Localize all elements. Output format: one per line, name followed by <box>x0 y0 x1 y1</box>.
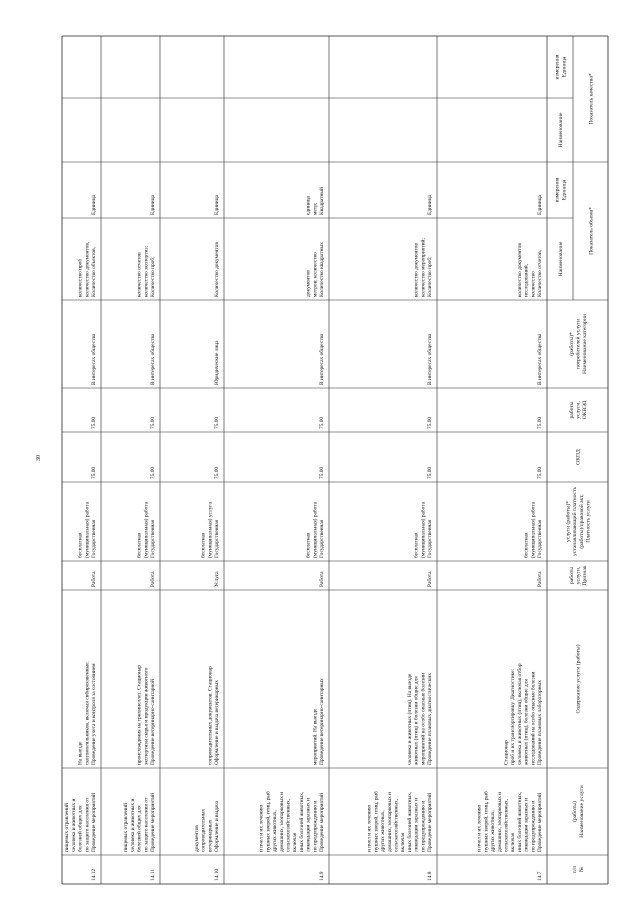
row-volume-name: количество проб <box>77 258 84 297</box>
header-okved: работы <box>568 401 575 419</box>
row-sign: Работа <box>91 571 97 587</box>
row-name: иных болезней животных, <box>298 791 305 852</box>
row-name: и пчел и их лечению <box>476 804 483 852</box>
row-name: иных болезней животных, <box>516 791 523 852</box>
row-sign: Работа <box>427 571 433 587</box>
row-name: Проведение мероприятий <box>427 792 433 852</box>
row-volume-name: количество <box>530 271 537 297</box>
header-num: п/п <box>572 865 579 874</box>
header-sign: Признак <box>582 565 589 586</box>
row-name: других животных, <box>272 810 279 852</box>
row-content: Проведение плановых лабораторных <box>537 680 543 765</box>
header-volume-group: Показатель объема* <box>588 207 595 255</box>
header-name: Наименование услуги <box>578 785 585 838</box>
header-num: № <box>578 866 585 873</box>
row-name: Оформление и выдача <box>214 800 220 852</box>
row-number: 14.12 <box>91 868 97 881</box>
row-name: пищевых отравлений <box>123 803 130 852</box>
row-content: мероприятий. На выезде <box>312 708 319 765</box>
row-okved: 75.00 <box>319 416 325 429</box>
header-okved: ОКВЭД <box>582 400 589 420</box>
row-volume-name: метров; количество <box>312 252 319 297</box>
row-category: В интересах общества <box>91 333 97 385</box>
row-volume-unit: единица <box>305 196 312 215</box>
row-name: ветеринарных <box>207 819 214 852</box>
row-okpd: 75.00 <box>214 466 220 479</box>
row-volume-unit: Единица <box>150 195 156 215</box>
row-volume-name: Количество отчетов, <box>537 249 543 297</box>
row-payment: (муниципальная) работа <box>420 501 427 558</box>
row-name: по защите населения от <box>84 797 91 852</box>
row-name: и пчел и их лечению <box>258 804 265 852</box>
row-name: включая <box>510 832 517 852</box>
row-volume-unit: Единица <box>537 195 543 215</box>
row-name: по защите населения от <box>143 797 150 852</box>
header-payment: услуги (работы)* <box>565 500 572 543</box>
row-number: 14.10 <box>214 868 220 881</box>
row-volume-name: Количество объектов, <box>91 247 97 297</box>
row-payment: бесплатная <box>136 532 143 558</box>
row-content: мероприятий на особо опасные болезни <box>420 673 427 765</box>
row-volume-unit: Единица <box>427 195 433 215</box>
row-name: домашних, зоопарковых и <box>496 791 503 852</box>
row-number: 14.9 <box>319 871 325 881</box>
row-name: сельскохозяйственных, <box>503 798 510 852</box>
row-volume-name: Количество документов <box>214 242 220 297</box>
row-content: животных (птиц) и болезни общие для <box>413 676 420 765</box>
row-payment: (муниципальная) услуга <box>207 502 214 558</box>
row-volume-name: документов <box>305 270 312 297</box>
row-payment: (муниципальная) работа <box>530 501 537 558</box>
row-name: других животных, <box>490 810 497 852</box>
row-number: 14.11 <box>150 869 156 881</box>
row-volume-name: количество экспертиз; <box>143 245 150 297</box>
row-name: пищевых отравлений <box>64 803 71 852</box>
row-name: сельскохозяйственных, <box>285 798 292 852</box>
row-okpd: 75.00 <box>427 466 433 479</box>
row-volume-name: Количество квадратных <box>319 242 325 297</box>
header-category: Наименование категории <box>582 314 589 374</box>
row-number: 14.8 <box>427 871 433 881</box>
row-volume-name: исследований, <box>523 264 530 297</box>
row-content: Проведение плановых диагностических <box>427 673 433 765</box>
row-okpd: 75.00 <box>319 466 325 479</box>
row-payment: бесплатная <box>77 532 84 558</box>
row-payment: Государственная <box>91 519 97 558</box>
header-quality-group: Показатель качества* <box>588 73 595 125</box>
row-sign: Услуга <box>214 571 220 587</box>
header-volume-name: Наименование <box>558 241 564 277</box>
row-category: В интересах общества <box>427 333 433 385</box>
header-category: потребителей услуги <box>575 318 582 370</box>
header-category: (работы)* <box>568 332 575 356</box>
row-content: Проведение ветеринарно-санитарной <box>150 679 156 765</box>
row-payment: бесплатная <box>200 532 207 558</box>
row-payment: Государственная <box>537 519 543 558</box>
row-payment: Государственная <box>214 519 220 558</box>
row-payment: Государственная <box>150 519 156 558</box>
row-name: ликвидации заразных и <box>305 798 312 852</box>
row-volume-name: Количество проб; <box>150 256 156 297</box>
row-name: и пчел и их лечению <box>366 804 373 852</box>
row-name: болезней общих для <box>136 805 143 852</box>
row-name: включая <box>292 832 299 852</box>
row-name: Проведение мероприятий <box>150 792 156 852</box>
row-name: пушных зверей, птиц, рыб <box>265 791 272 852</box>
row-name: ликвидации заразных и <box>523 798 530 852</box>
row-category: В интересах общества <box>319 333 325 385</box>
row-name: человека и животных и <box>129 798 136 852</box>
row-category: В интересах общества <box>150 333 156 385</box>
row-content: Оформление и выдача ветеринарных <box>214 680 220 765</box>
row-payment: Государственная <box>427 519 433 558</box>
row-volume-unit: метр; <box>312 202 319 215</box>
row-okved: 75.00 <box>214 416 220 429</box>
header-okved: услуги, <box>575 401 582 419</box>
header-sign: услуги, <box>575 566 582 585</box>
row-name: домашних, зоопарковых и <box>386 791 393 852</box>
header-content: Содержание услуги (работы) <box>575 644 582 714</box>
row-name: иных болезней животных, <box>406 791 413 852</box>
header-okpd: ОКПД <box>575 449 582 465</box>
header-payment: (работы)/правовой акт, <box>578 494 585 549</box>
row-content: скотомогильников, включая сибиреязвенные. <box>84 661 91 765</box>
row-okved: 75.00 <box>150 416 156 429</box>
row-payment: (муниципальная) работа <box>143 501 150 558</box>
row-okpd: 75.00 <box>91 466 97 479</box>
row-sign: Работа <box>319 571 325 587</box>
row-name: домашних, зоопарковых и <box>278 791 285 852</box>
row-name: человека и животных и <box>70 798 77 852</box>
header-quality-unit: Единица <box>561 56 568 78</box>
row-volume-unit: Единица <box>214 195 220 215</box>
header-volume-unit: Единица <box>561 179 568 201</box>
row-okpd: 75.00 <box>537 466 543 479</box>
header-quality-unit: измерения <box>554 54 561 80</box>
row-volume-name: количество мероприятий; <box>420 238 427 297</box>
page-number: 30 <box>36 455 42 461</box>
row-content: Стационар <box>503 740 510 765</box>
services-table <box>36 36 608 884</box>
row-payment: (муниципальная) работа <box>312 501 319 558</box>
row-content: Проведение ветеринарно-санитарных <box>319 678 325 765</box>
row-payment: Государственная <box>319 519 325 558</box>
row-content: исследований на особо опасные болезни <box>530 671 537 765</box>
row-name: ликвидации заразных и <box>413 798 420 852</box>
row-name: Проведение мероприятий <box>319 792 325 852</box>
row-okved: 75.00 <box>537 416 543 429</box>
row-name: сопроводительных <box>200 808 207 852</box>
row-name: сельскохозяйственных, <box>393 798 400 852</box>
row-name: по предупреждению и <box>420 800 427 852</box>
row-okpd: 75.00 <box>150 466 156 479</box>
row-category: В интересах общества <box>537 333 543 385</box>
row-name: по предупреждению и <box>530 800 537 852</box>
row-sign: Работа <box>150 571 156 587</box>
row-volume-name: количество отчетов <box>136 252 143 297</box>
header-name: (работы) <box>572 801 579 822</box>
row-sign: Работа <box>537 571 543 587</box>
header-quality-name: Наименование <box>558 112 564 148</box>
row-payment: (муниципальная) работа <box>84 501 91 558</box>
row-number: 14.7 <box>537 871 543 881</box>
row-content: экспертизы сырья и продукции животного <box>143 667 150 765</box>
header-volume-unit: измерения <box>554 177 561 203</box>
row-name: Проведение мероприятий <box>537 792 543 852</box>
row-volume-name: количество документов <box>516 243 523 297</box>
row-volume-unit: Квадратный <box>319 187 325 215</box>
row-category: Юридические лица <box>214 340 220 385</box>
row-volume-name: количество документов <box>413 243 420 297</box>
row-okved: 75.00 <box>91 416 97 429</box>
row-name: пушных зверей, птиц, рыб <box>373 791 380 852</box>
row-name: пушных зверей, птиц, рыб <box>483 791 490 852</box>
row-content: сопроводительных документов. Стационар <box>207 666 214 765</box>
row-okved: 75.00 <box>427 416 433 429</box>
row-content: человека и животных (птиц). На выезде <box>406 673 413 765</box>
row-payment: бесплатная <box>413 532 420 558</box>
row-payment: бесплатная <box>305 532 312 558</box>
header-payment: Платность услуги <box>585 500 592 543</box>
header-sign: работы <box>568 566 575 585</box>
row-content: Проведение учета и контроля за состоянием <box>91 663 97 765</box>
row-name: по предупреждению и <box>312 800 319 852</box>
row-payment: бесплатная <box>523 532 530 558</box>
row-name: документов <box>193 825 200 852</box>
header-payment: устанавливающий платность <box>572 486 579 557</box>
row-content: На выезде <box>77 741 84 765</box>
row-name: болезней общих для <box>77 805 84 852</box>
row-name: других животных, <box>380 810 387 852</box>
row-name: Проведение мероприятий <box>91 792 97 852</box>
row-volume-name: Количество проб; <box>427 256 433 297</box>
row-content: проб и их транспортировку. Диагностике: <box>510 669 517 765</box>
row-content: человека и животных (птиц), включая отбор <box>516 663 523 765</box>
row-name: включая <box>400 832 407 852</box>
row-volume-unit: Единица <box>91 195 97 215</box>
row-content: происхождения на трихинеллез. Стационар <box>136 665 143 765</box>
row-content: животных (птиц), болезни общие для <box>523 679 530 765</box>
row-volume-name: количество документов, <box>84 241 91 297</box>
